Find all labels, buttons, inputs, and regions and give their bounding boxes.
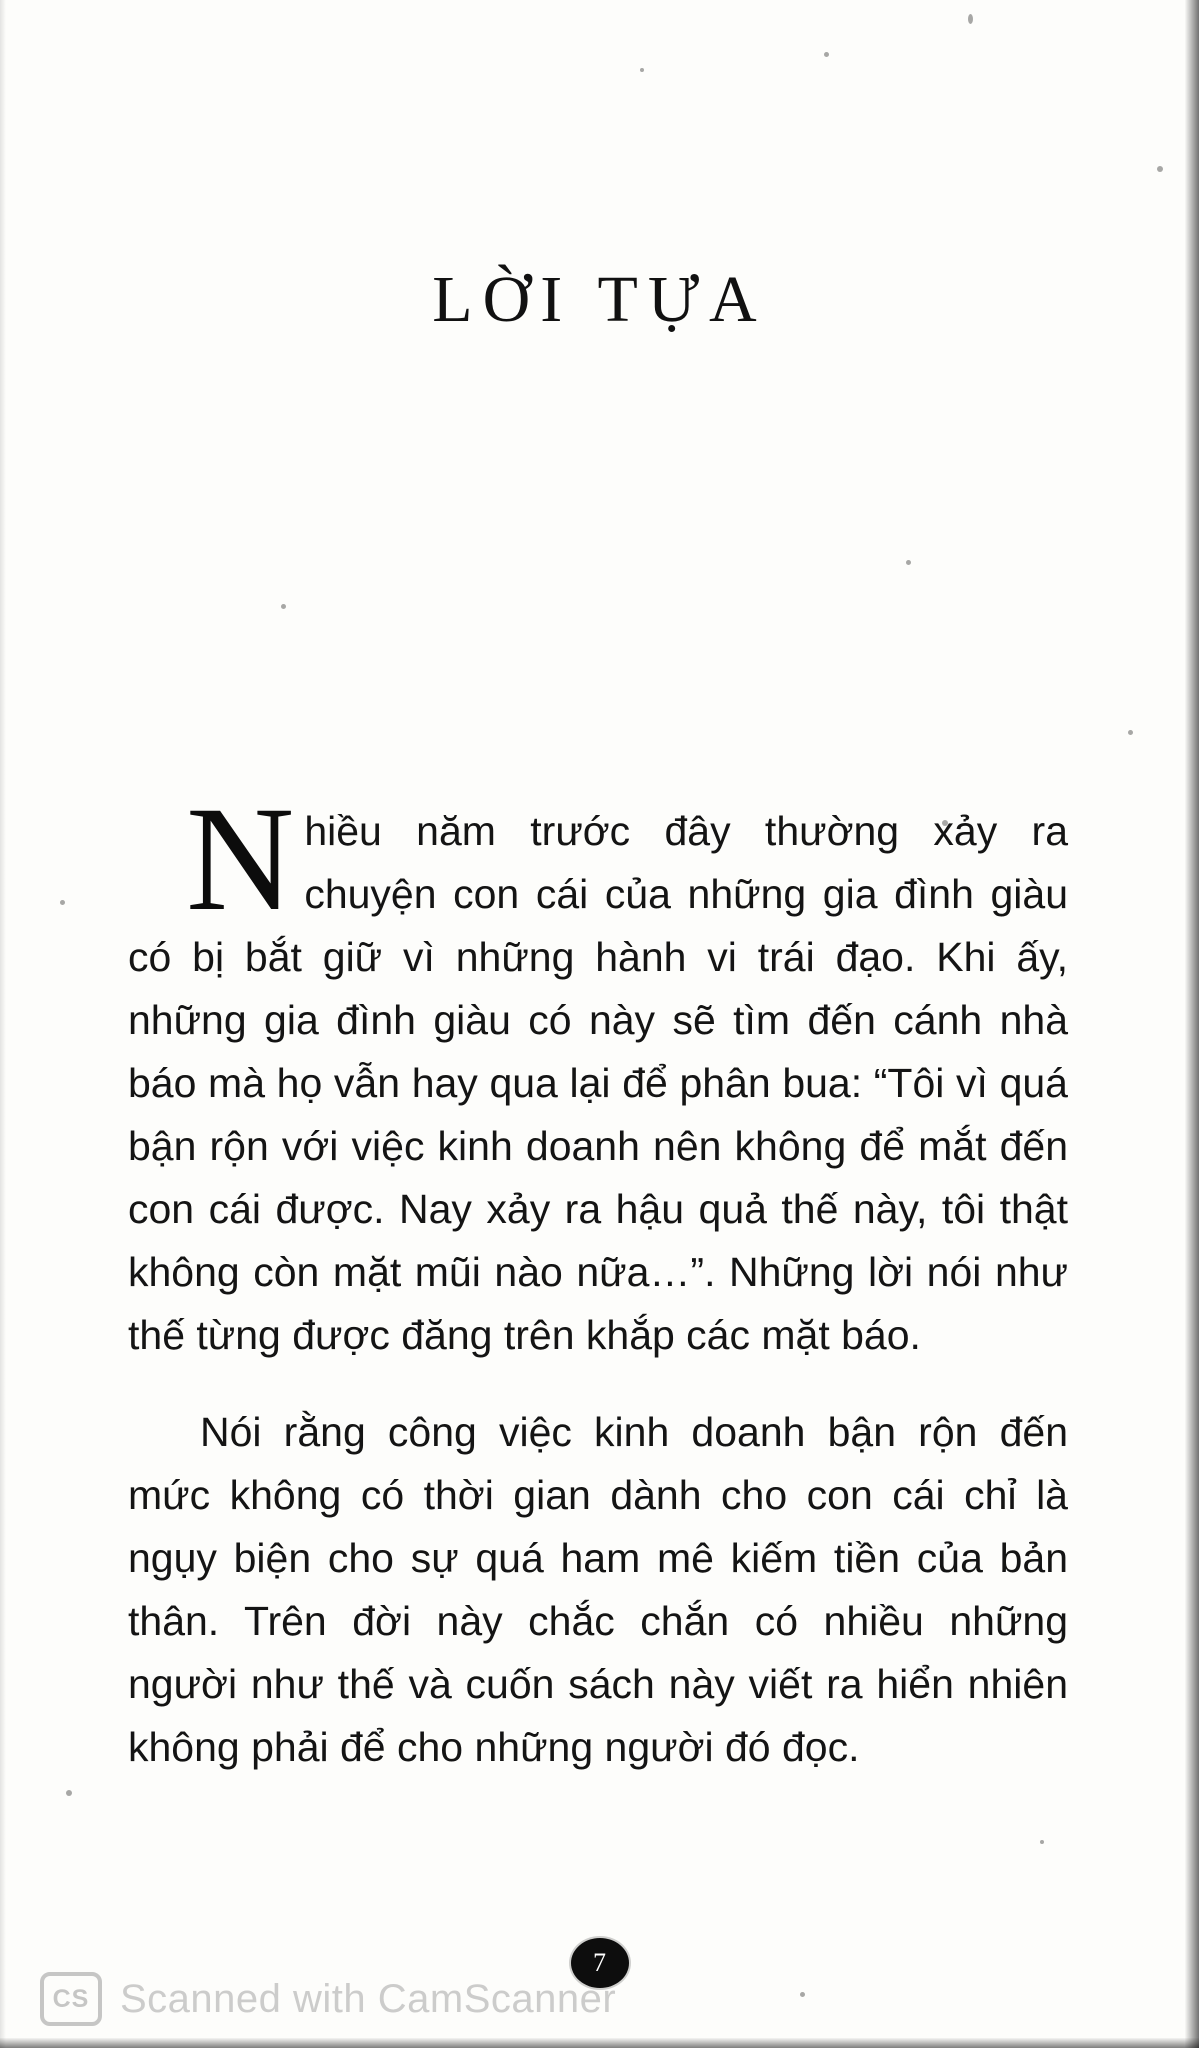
body-text: [128, 776, 1068, 1813]
scan-speck: [1157, 166, 1163, 172]
paragraph-1-text: hiều năm trước đây thường xảy ra chuyện con cái của những gia đình giàu có bị bắt giữ vì những hành vi trái đạo. Khi ấy, những gia đình giàu có này sẽ tìm đến cánh nhà báo mà họ vẫn hay qua lại để phân bua: “Tôi vì quá bận rộn với việc kinh doanh nên không để mắt đến con cái được. Nay xảy ra hậu quả thế này, tôi thật không còn mặt mũi nào nữa…”. Những lời nói như thế từng được đăng trên khắp các mặt báo.: [128, 808, 1068, 1358]
camscanner-logo-icon: CS: [40, 1972, 102, 2026]
scan-speck: [906, 560, 911, 565]
watermark-label: Scanned with CamScanner: [120, 1976, 617, 2021]
page-title: LỜI TỰA: [432, 263, 767, 336]
scan-speck: [281, 604, 286, 609]
scan-speck: [800, 1992, 805, 1997]
paragraph-1: [128, 776, 1068, 1367]
scan-edge-bottom: [0, 2038, 1199, 2048]
scan-speck: [968, 14, 973, 24]
scan-speck: [1128, 730, 1133, 735]
scan-speck: [640, 68, 644, 72]
scan-speck: [60, 900, 65, 905]
scan-edge-right: [1185, 0, 1199, 2048]
paragraph-2: Nói rằng công việc kinh doanh bận rộn đến mức không có thời gian dành cho con cái chỉ là ngụy biện cho sự quá ham mê kiếm tiền của bản thân. Trên đời này chắc chắn có nhiều những người như thế và cuốn sách này viết ra hiển nhiên không phải để cho những người đó đọc.: [128, 1409, 1068, 1770]
scan-speck: [1040, 1840, 1044, 1844]
scan-speck: [824, 52, 829, 57]
page-number: 7: [571, 1938, 629, 1988]
camscanner-watermark: [40, 1972, 616, 2026]
drop-cap: N: [186, 776, 295, 942]
scan-edge-left: [0, 0, 6, 2048]
scan-speck: [66, 1790, 72, 1796]
